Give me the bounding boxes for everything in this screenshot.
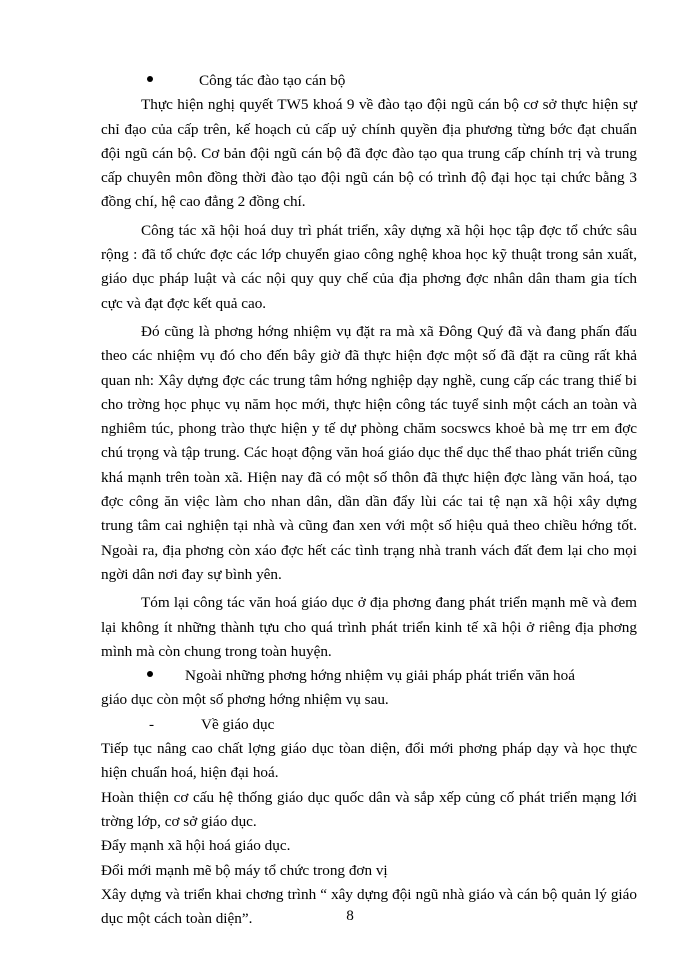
dash-mark: - bbox=[149, 715, 155, 733]
paragraph-direction: Đó cũng là phơng hớng nhiệm vụ đặt ra mà xã Đông Quý đã và đang phấn đấu theo các nhiệm vụ đó cho đến bây giờ đã thực hiện đợc một số đã đặt ra cũng rất khả quan nh: Xây dựng đợc các trung tâm hớng nghiệp dạy nghề, cung cấp các trang thiế bi cho trờng học phục vụ năm học mới, thực hiện công tác tuyể sinh một cách an toàn và nghiêm túc, phong trào thực hiện y tế dự phòng chăm socswcs khoẻ bà mẹ trr em đợc chú trọng và tập trung. Các hoạt động văn hoá giáo dục thể dục thể thao phát triển cũng khá mạnh trên toàn xã. Hiện nay đã có một số thôn đã thực hiện đợc làng văn hoá, tạo đợc công ăn việc làm cho nhan dân, dần dần đẩy lùi các tai tệ nạn xã hội xây dựng trung tâm cai nghiện tại nhà và cũng đan xen với một số hiệu quả theo chiều hớng tốt. Ngoài ra, địa phơng còn xáo đợc hết các tình trạng nhà tranh vách đất đem lại cho mọi ngời dân nơi đay sự bình yên. bbox=[101, 322, 637, 583]
task-item-teachers: Xây dựng và triển khai chơng trình “ xây dựng đội ngũ nhà giáo và cán bộ quản lý giáo dục một cách toàn diện”. bbox=[101, 885, 637, 928]
dash-heading-education bbox=[101, 713, 637, 737]
bullet-icon bbox=[147, 671, 153, 677]
paragraph-socialization: Công tác xã hội hoá duy trì phát triển, xây dựng xã hội học tập đợc tổ chức sâu rộng : đã tổ chức đợc các lớp chuyển giao công nghệ khoa học kỹ thuật trong sản xuất, giáo dục pháp luật và các nội quy quy chế của địa phơng đợc nhân dân tham gia tích cực và đạt đợc kết quả cao. bbox=[101, 221, 637, 312]
paragraph-summary: Tóm lại công tác văn hoá giáo dục ở địa phơng đang phát triển mạnh mẽ và đem lại không ít những thành tựu cho quá trình phát triển kinh tế xã hội ở riêng địa phơng mình mà còn chung trong toàn huyện. bbox=[101, 594, 637, 660]
bullet-heading-training bbox=[101, 69, 637, 93]
bullet-tasks-first-line: Ngoài những phơng hớng nhiệm vụ giải pháp phát triển văn hoá bbox=[185, 667, 575, 685]
document-body bbox=[101, 69, 637, 931]
page-number: 8 bbox=[346, 907, 354, 924]
bullet-tasks-continuation: giáo dục còn một số phơng hớng nhiệm vụ sau. bbox=[101, 691, 389, 709]
dash-heading-text: Về giáo dục bbox=[201, 715, 275, 733]
paragraph-training: Thực hiện nghị quyết TW5 khoá 9 về đào tạo đội ngũ cán bộ cơ sở thực hiện sự chỉ đạo của cấp trên, kế hoạch củ cấp uỷ chính quyền địa phương từng bớc đạt chuẩn đội ngũ cán bộ. Cơ bản đội ngũ cán bộ đã đợc đào tạo qua trung cấp chính trị và trung cấp chuyên môn đồng thời đào tạo đội ngũ cán bộ có trình độ đại học tại chức bằng 3 đồng chí, hệ cao đẳng 2 đồng chí. bbox=[101, 96, 637, 211]
task-item-structure: Hoàn thiện cơ cấu hệ thống giáo dục quốc dân và sắp xếp củng cố phát triển mạng lới trờng lớp, cơ sở giáo dục. bbox=[101, 788, 637, 830]
heading-training-text: Công tác đào tạo cán bộ bbox=[199, 72, 346, 89]
task-item-socialization: Đẩy mạnh xã hội hoá giáo dục. bbox=[101, 837, 291, 855]
task-item-organization: Đổi mới mạnh mẽ bộ máy tổ chức trong đơn vị bbox=[101, 861, 388, 879]
bullet-heading-tasks bbox=[101, 664, 637, 688]
task-item-quality: Tiếp tục nâng cao chất lợng giáo dục tòan diện, đổi mới phơng pháp dạy và học thực hiện chuẩn hoá, hiện đại hoá. bbox=[101, 740, 637, 782]
bullet-icon bbox=[147, 76, 153, 82]
